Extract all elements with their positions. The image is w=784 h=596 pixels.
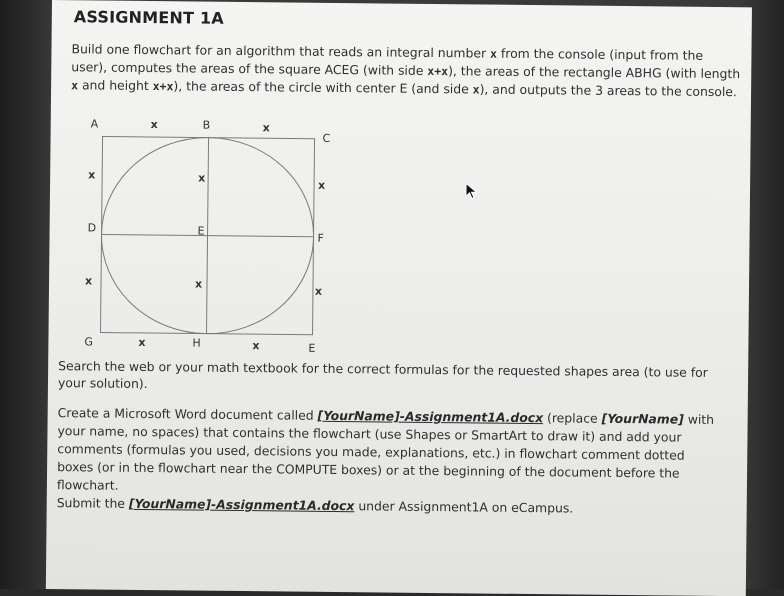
intro-text: and height bbox=[77, 77, 153, 94]
side-x-label: x bbox=[314, 284, 323, 298]
side-x-label: x bbox=[318, 178, 326, 192]
page-title: ASSIGNMENT 1A bbox=[73, 7, 224, 28]
point-g-label: G bbox=[84, 335, 94, 349]
code-x: x bbox=[489, 46, 498, 61]
point-h-label: H bbox=[192, 336, 201, 350]
point-c-label: C bbox=[322, 131, 331, 145]
search-paragraph: Search the web or your math textbook for the correct formulas for the requested shapes area (to use for your solution). bbox=[57, 358, 708, 392]
geometry-diagram bbox=[72, 116, 354, 355]
create-text: with your name, no spaces) that contains the flowchart (use Shapes or SmartArt to draw it) and add your comments (formulas you used, decisions you made, explanations, etc.) in flowchart comment dotted boxes (or in the flowchart near the COMPUTE boxes) or at the beginning of the document before the flowchart. bbox=[56, 411, 715, 493]
intro-text: Build one flowchart for an algorithm that reads an integral number bbox=[71, 41, 491, 61]
intro-text: ), the areas of the rectangle ABHG (with length bbox=[448, 63, 741, 82]
create-paragraph bbox=[57, 404, 718, 501]
side-x-label: x bbox=[262, 121, 270, 135]
submit-text: Submit the bbox=[56, 495, 129, 511]
mouse-pointer-icon bbox=[465, 182, 479, 200]
intro-text: ), the areas of the circle with center E (and side bbox=[173, 78, 473, 97]
point-f-label: F bbox=[317, 231, 324, 245]
point-b-label: B bbox=[202, 118, 211, 132]
point-d-label: D bbox=[87, 221, 97, 235]
intro-paragraph bbox=[71, 40, 742, 101]
side-x-label: x bbox=[88, 168, 96, 182]
create-text: Create a Microsoft Word document called bbox=[57, 405, 318, 423]
name-placeholder: [YourName] bbox=[601, 410, 684, 427]
submit-text: under Assignment1A on eCampus. bbox=[354, 498, 574, 516]
side-x-label: x bbox=[150, 118, 158, 132]
side-x-label: x bbox=[84, 274, 93, 288]
create-text: (replace bbox=[543, 410, 602, 426]
point-a-label: A bbox=[90, 117, 99, 131]
code-x-plus-x: x+x bbox=[152, 79, 174, 94]
intro-text: from the console (input from the user), computes the areas of the square ACEG (with side bbox=[71, 45, 704, 78]
point-e-corner-label: E bbox=[308, 341, 316, 355]
filename-link[interactable]: [YourName]-Assignment1A.docx bbox=[128, 495, 355, 514]
side-x-label: x bbox=[138, 335, 146, 349]
code-x: x bbox=[71, 78, 79, 93]
code-x-plus-x: x+x bbox=[427, 63, 449, 79]
code-x: x bbox=[472, 82, 480, 97]
point-e-center-label: E bbox=[197, 224, 205, 238]
intro-text: ), and outputs the 3 areas to the console. bbox=[479, 81, 737, 100]
filename-link[interactable]: [YourName]-Assignment1A.docx bbox=[317, 407, 544, 426]
side-x-label: x bbox=[252, 339, 260, 353]
document-page bbox=[46, 0, 752, 596]
side-x-label: x bbox=[194, 277, 203, 291]
side-x-label: x bbox=[198, 171, 206, 185]
